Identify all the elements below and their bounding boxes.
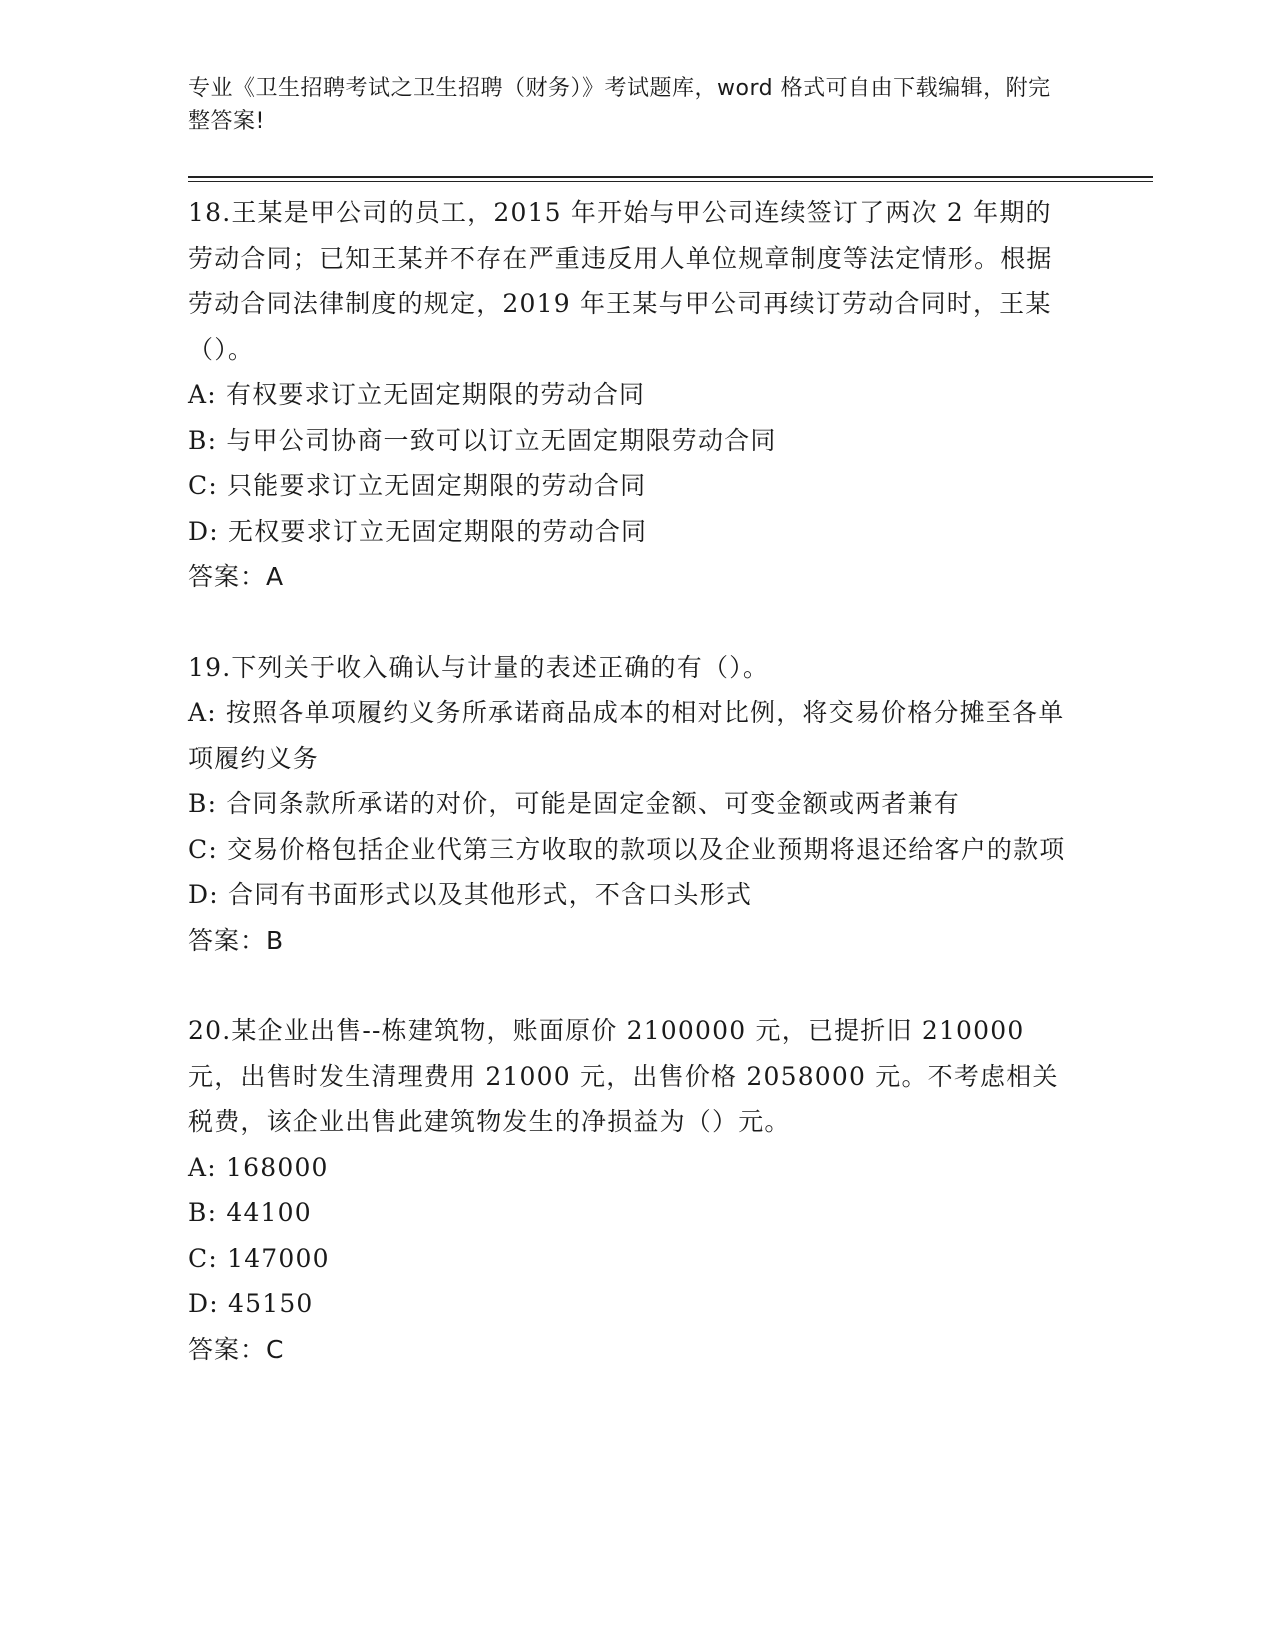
question-stem: 18.王某是甲公司的员工，2015 年开始与甲公司连续签订了两次 2 年期的劳动合同；已知王某并不存在严重违反用人单位规章制度等法定情形。根据劳动合同法律制度的规定，2019 年王某与甲公司再续订劳动合同时，王某（）。 (188, 198, 1053, 364)
question-stem: 19.下列关于收入确认与计量的表述正确的有（）。 (188, 652, 770, 682)
option-a: A: 按照各单项履约义务所承诺商品成本的相对比例，将交易价格分摊至各单项履约义务 (188, 698, 1065, 773)
question-20 (188, 1008, 1068, 1372)
answer: 答案：A (188, 562, 285, 591)
question-18 (188, 190, 1068, 600)
answer: 答案：B (188, 925, 285, 955)
option-a: A: 168000 (188, 1152, 329, 1182)
question-19 (188, 645, 1068, 964)
option-b: B: 合同条款所承诺的对价，可能是固定金额、可变金额或两者兼有 (188, 789, 960, 818)
option-c: C: 只能要求订立无固定期限的劳动合同 (188, 471, 647, 500)
option-a: A: 有权要求订立无固定期限的劳动合同 (188, 380, 646, 409)
answer: 答案：C (188, 1334, 285, 1364)
option-d: D: 合同有书面形式以及其他形式，不含口头形式 (188, 880, 753, 909)
header-divider (188, 176, 1153, 182)
document-header: 专业《卫生招聘考试之卫生招聘（财务）》考试题库，word 格式可自由下载编辑，附完整答案! (188, 76, 1051, 134)
question-gap (188, 963, 1153, 1008)
option-c: C: 147000 (188, 1243, 330, 1273)
option-b: B: 与甲公司协商一致可以订立无固定期限劳动合同 (188, 425, 777, 455)
option-c: C: 交易价格包括企业代第三方收取的款项以及企业预期将退还给客户的款项 (188, 834, 1066, 864)
option-d: D: 45150 (188, 1289, 314, 1318)
question-stem: 20.某企业出售--栋建筑物，账面原价 2100000 元，已提折旧 210000 元，出售时发生清理费用 21000 元，出售价格 2058000 元。不考虑相关税费，该企业出售此建筑物发生的净损益为（）元。 (188, 1016, 1059, 1136)
document-page (188, 72, 1153, 1372)
option-b: B: 44100 (188, 1198, 312, 1227)
question-gap (188, 600, 1153, 645)
option-d: D: 无权要求订立无固定期限的劳动合同 (188, 516, 648, 546)
